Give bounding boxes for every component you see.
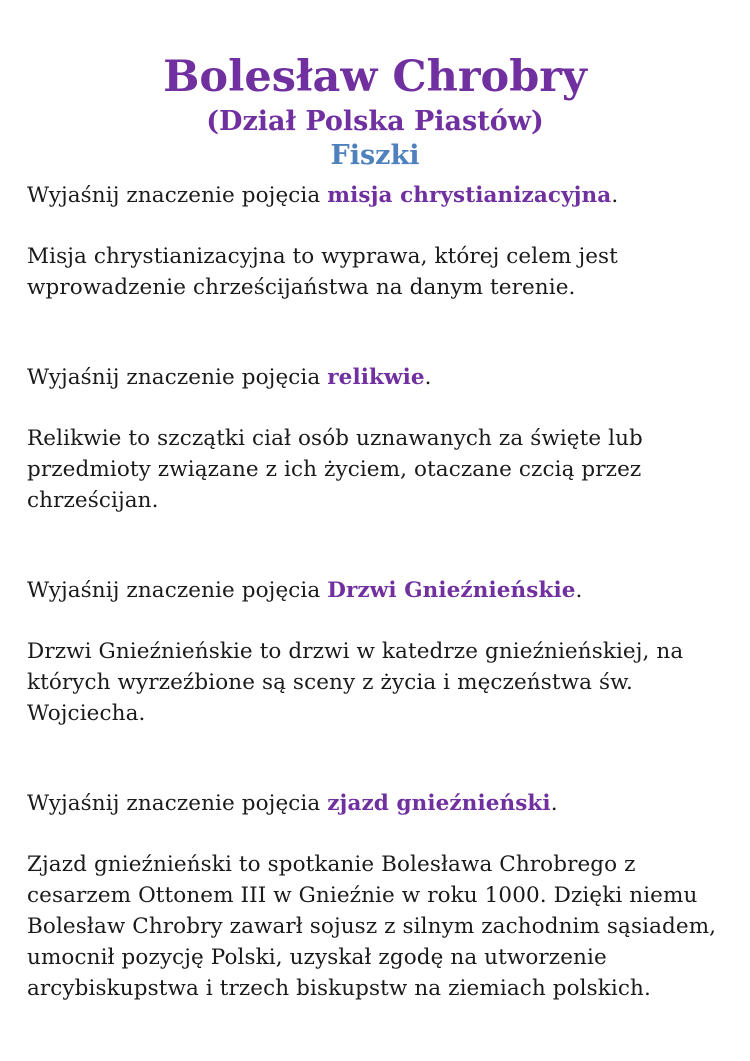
section-label: Fiszki xyxy=(330,140,420,171)
question-suffix: . xyxy=(424,365,432,390)
question-suffix: . xyxy=(550,791,558,816)
flashcard-answer: Misja chrystianizacyjna to wyprawa, której celem jest wprowadzenie chrześcijaństwa na danym terenie. xyxy=(27,244,618,300)
question-prefix: Wyjaśnij znaczenie pojęcia xyxy=(27,365,328,390)
question-prefix: Wyjaśnij znaczenie pojęcia xyxy=(27,183,328,208)
flashcard-question xyxy=(27,180,728,211)
flashcard-answer: Zjazd gnieźnieński to spotkanie Bolesława Chrobrego z cesarzem Ottonem III w Gnieźnie w roku 1000. Dzięki niemu Bolesław Chrobry zawarł sojusz z silnym zachodnim sąsiadem, umocnił pozycję Polski, uzyskał zgodę na utworzenie arcybiskupstwa i trzech biskupstw na ziemiach polskich. xyxy=(27,852,717,1001)
question-suffix: . xyxy=(611,183,619,208)
page-subtitle: (Dział Polska Piastów) xyxy=(206,106,544,137)
question-prefix: Wyjaśnij znaczenie pojęcia xyxy=(27,578,328,603)
question-prefix: Wyjaśnij znaczenie pojęcia xyxy=(27,791,328,816)
flashcard xyxy=(27,788,728,1004)
flashcard-answer: Drzwi Gnieźnieńskie to drzwi w katedrze gnieźnieńskiej, na których wyrzeźbione są sceny z życia i męczeństwa św. Wojciecha. xyxy=(27,639,684,726)
flashcard xyxy=(27,362,728,516)
flashcard-question xyxy=(27,362,728,393)
page-header xyxy=(0,0,750,172)
question-term: relikwie xyxy=(327,365,425,390)
flashcard-list xyxy=(27,180,728,1004)
question-suffix: . xyxy=(575,578,583,603)
question-term: zjazd gnieźnieński xyxy=(327,791,551,816)
page-title: Bolesław Chrobry xyxy=(163,52,587,102)
flashcard xyxy=(27,180,728,303)
flashcard-question xyxy=(27,788,728,819)
flashcard-answer: Relikwie to szczątki ciał osób uznawanych za święte lub przedmioty związane z ich życiem, otaczane czcią przez chrześcijan. xyxy=(27,426,643,513)
flashcard-question xyxy=(27,575,728,606)
question-term: misja chrystianizacyjna xyxy=(327,183,612,208)
question-term: Drzwi Gnieźnieńskie xyxy=(327,578,576,603)
flashcard xyxy=(27,575,728,729)
